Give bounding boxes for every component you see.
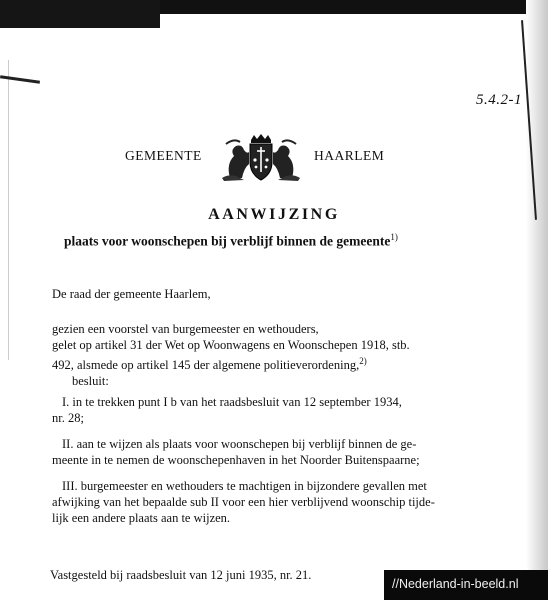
preamble-line-3-text: 492, alsmede op artikel 145 der algemene politieverordening, [52,358,360,373]
document-subtitle [64,232,398,250]
document-header [0,134,548,184]
reference-code: 5.4.2-1 [476,92,522,108]
preamble-footnote: 2) [359,356,367,366]
scan-shadow-right [526,0,548,600]
header-right-label: HAARLEM [314,148,385,163]
watermark-banner [384,570,548,600]
article-2-line-2: meente in te nemen de woonschepenhaven in het Noorder Buitenspaarne; [52,453,420,467]
article-1-line-1: I. in te trekken punt I b van het raadsbesluit van 12 september 1934, [62,395,402,409]
article-3-line-3: lijk een andere plaats aan te wijzen. [52,511,231,525]
article-3-line-2: afwijking van het bepaalde sub II voor een hier verblijvend woonschip tijde- [52,495,435,509]
header-left-label: GEMEENTE [125,148,202,163]
scan-border-top-left [0,0,160,28]
adoption-footer: Vastgesteld bij raadsbesluit van 12 juni 1935, nr. 21. [50,568,312,582]
salutation: De raad der gemeente Haarlem, [52,287,211,301]
document-title: AANWIJZING [208,206,340,223]
haarlem-coat-of-arms-icon [216,134,306,182]
article-2-line-1: II. aan te wijzen als plaats voor woonschepen bij verblijf binnen de ge- [62,437,417,451]
preamble-line-3 [52,354,367,373]
decision-label: besluit: [72,374,109,388]
article-3-line-1: III. burgemeester en wethouders te machtigen in bijzondere gevallen met [62,479,427,493]
preamble-line-1: gezien een voorstel van burgemeester en wethouders, [52,322,319,336]
preamble-line-2: gelet op artikel 31 der Wet op Woonwagens en Woonschepen 1918, stb. [52,338,410,352]
article-1-line-2: nr. 28; [52,411,84,425]
subtitle-text: plaats voor woonschepen bij verblijf binnen de gemeente [64,233,391,249]
watermark-text: //Nederland-in-beeld.nl [392,577,519,591]
subtitle-footnote: 1) [390,232,398,242]
scan-mark [0,75,40,84]
